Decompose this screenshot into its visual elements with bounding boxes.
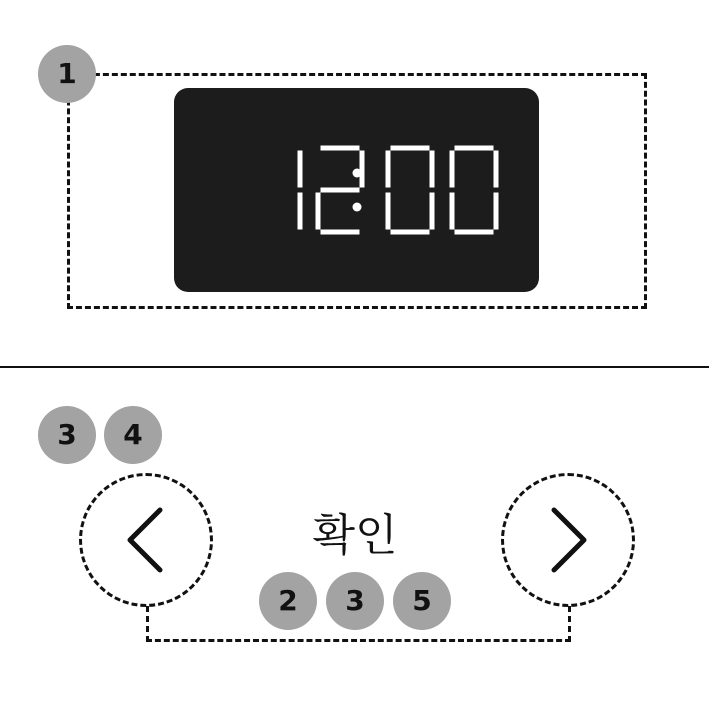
time-display <box>174 88 539 292</box>
section-divider <box>0 366 709 368</box>
colon-dot <box>353 169 362 178</box>
arrow-link-bracket <box>146 606 571 642</box>
chevron-left-icon <box>116 500 176 580</box>
badge-arrow-b: 4 <box>104 406 162 464</box>
badge-arrow-a: 3 <box>38 406 96 464</box>
badge-confirm-a: 2 <box>259 572 317 630</box>
colon-dot <box>353 203 362 212</box>
prev-button[interactable] <box>79 473 213 607</box>
chevron-right-icon <box>538 500 598 580</box>
badge-confirm-c: 5 <box>393 572 451 630</box>
seven-segment-readout <box>174 88 539 292</box>
badge-display: 1 <box>38 45 96 103</box>
next-button[interactable] <box>501 473 635 607</box>
badge-confirm-b: 3 <box>326 572 384 630</box>
confirm-button[interactable]: 확인 <box>312 510 398 561</box>
